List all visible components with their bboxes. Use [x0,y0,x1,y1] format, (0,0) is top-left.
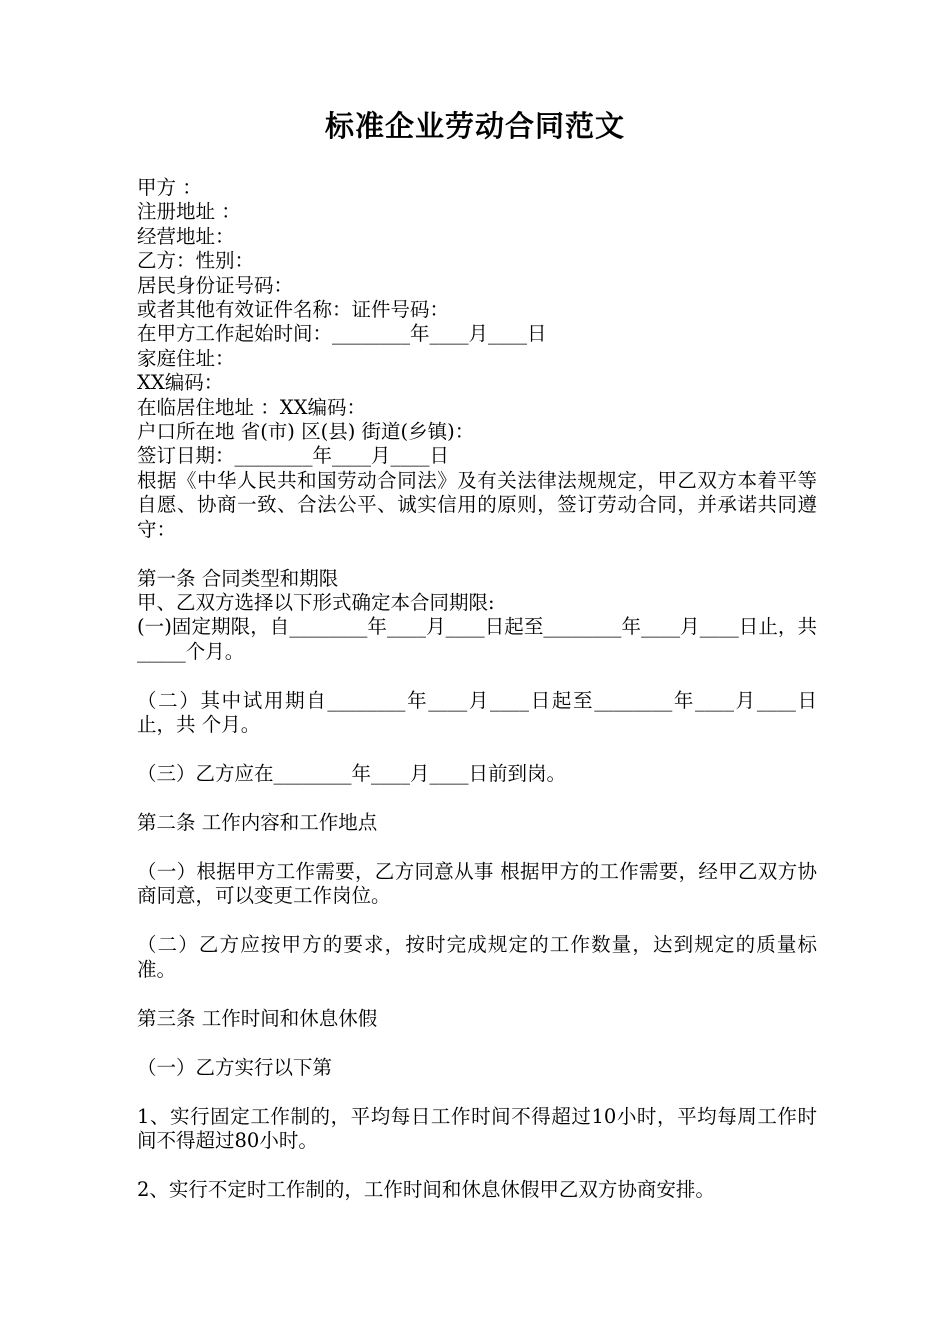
article1-heading: 第一条 合同类型和期限 [137,566,339,590]
article2-heading: 第二条 工作内容和工作地点 [137,811,378,835]
document-title: 标准企业劳动合同范文 [324,109,625,143]
document-body [137,176,817,1203]
hukou-line: 户口所在地 省(市) 区(县) 街道(乡镇)： [137,419,475,443]
article3-heading: 第三条 工作时间和休息休假 [137,1006,378,1030]
party-b-gender-line: 乙方：性别： [137,249,255,273]
temp-address-line: 在临居住地址 ：XX编码： [137,395,366,419]
article2-item1: （一）根据甲方工作需要，乙方同意从事 根据甲方的工作需要，经甲乙双方协商同意，可以变更工作岗位。 [137,860,817,908]
sign-date-line: 签订日期：________年____月____日 [137,444,450,468]
article1-item3: （三）乙方应在________年____月____日前到岗。 [137,762,567,786]
start-date-line: 在甲方工作起始时间：________年____月____日 [137,322,547,346]
article3-point2: 2、实行不定时工作制的，工作时间和休息休假甲乙双方协商安排。 [137,1178,715,1202]
business-address-line: 经营地址： [137,224,235,248]
article1-sub: 甲、乙双方选择以下形式确定本合同期限: [137,590,495,614]
id-number-line: 居民身份证号码： [137,273,294,297]
other-id-line: 或者其他有效证件名称：证件号码： [137,297,450,321]
party-a-line: 甲方 ： [137,176,202,199]
registered-address-line: 注册地址 ： [137,200,241,224]
intro-paragraph: 根据《中华人民共和国劳动合同法》及有关法律法规规定，甲乙双方本着平等自愿、协商一致、合法公平、诚实信用的原则，签订劳动合同，并承诺共同遵守： [137,468,817,541]
article3-point1: 1、实行固定工作制的，平均每日工作时间不得超过10小时，平均每周工作时间不得超过80小时。 [137,1104,817,1153]
article1-item2: （二）其中试用期自________年____月____日起至________年____月____日止，共 个月。 [137,688,817,737]
article2-item2: （二）乙方应按甲方的要求，按时完成规定的工作数量，达到规定的质量标准。 [137,933,817,981]
postcode-line: XX编码： [137,371,224,395]
article1-item1: (一)固定期限，自________年____月____日起至________年____月____日止，共_____个月。 [137,615,817,663]
article3-item1: （一）乙方实行以下第 [137,1055,333,1079]
home-address-line: 家庭住址： [137,346,235,370]
